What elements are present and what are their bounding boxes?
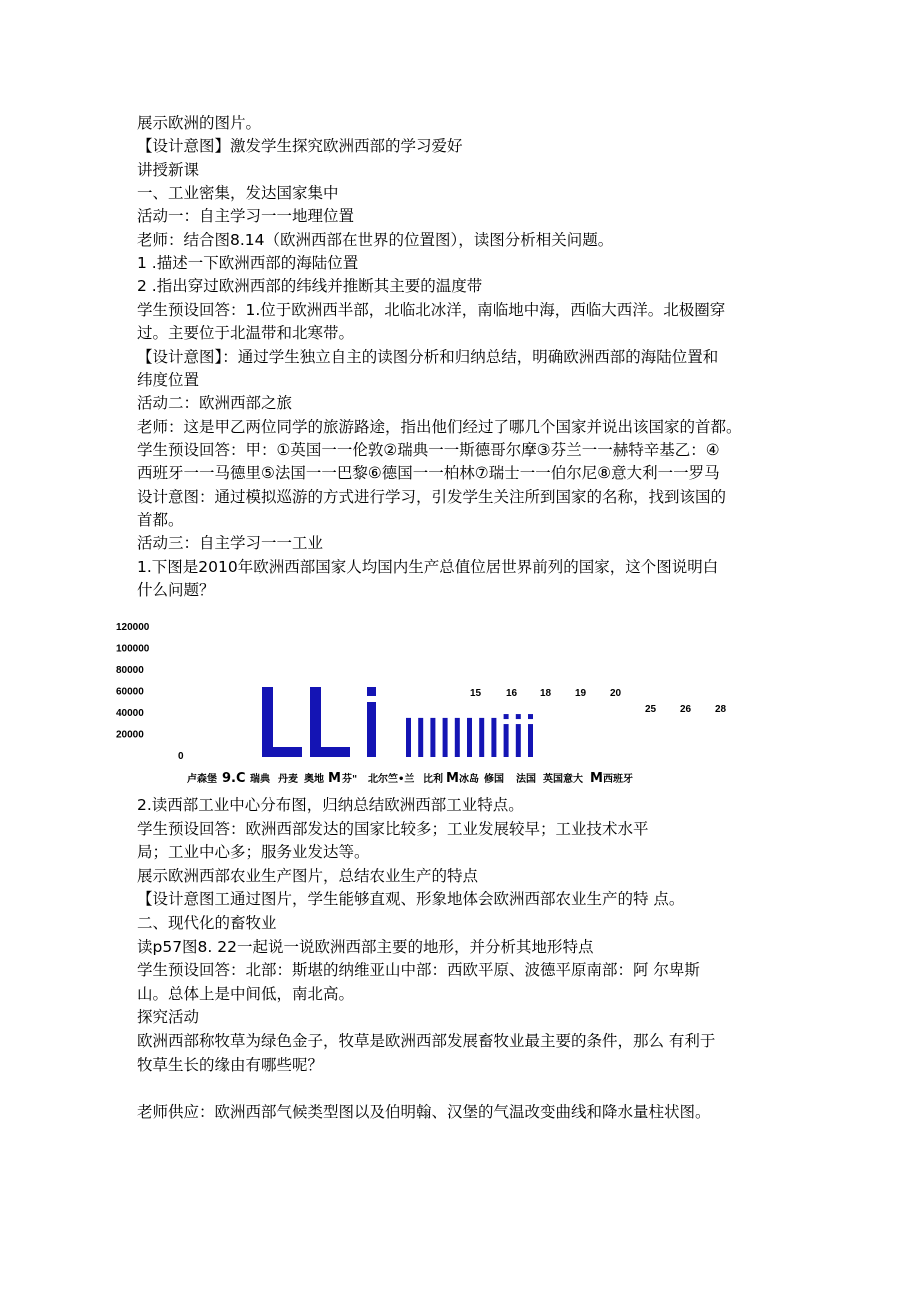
x-axis-label: 冰岛 xyxy=(459,774,479,785)
y-tick-label: 40000 xyxy=(116,708,144,719)
text-line: 【设计意图】：通过学生独立自主的读图分析和归纳总结，明确欧洲西部的海陆位置和 xyxy=(137,347,719,366)
rank-label: 26 xyxy=(680,704,692,715)
x-axis-label: 法国 xyxy=(516,774,536,785)
text-line: 2.读西部工业中心分布图，归纳总结欧洲西部工业特点。 xyxy=(137,796,524,814)
text-line: 欧洲西部称牧草为绿色金子，牧草是欧洲西部发展畜牧业最主要的条件，那么 有利于 xyxy=(137,1032,716,1050)
text-line: 读p57图8. 22一起说一说欧洲西部主要的地形，并分析其地形特点 xyxy=(137,937,594,956)
small-bar xyxy=(491,718,496,757)
y-tick-label: 120000 xyxy=(116,622,150,633)
x-axis-label: 西班牙 xyxy=(603,774,633,785)
small-bar xyxy=(504,724,509,757)
text-line: 设计意图：通过模拟巡游的方式进行学习，引发学生关注所到国家的名称，找到该国的 xyxy=(137,487,727,506)
text-line: 展示欧洲的图片。 xyxy=(137,114,262,132)
text-line: 【设计意图工通过图片，学生能够直观、形象地体会欧洲西部农业生产的特 点。 xyxy=(137,890,685,909)
x-axis-label: 比利 xyxy=(423,774,443,785)
small-bar xyxy=(455,718,460,757)
text-line: 二、现代化的畜牧业 xyxy=(137,914,277,932)
x-axis-label: 卢森堡 xyxy=(187,774,217,785)
rank-label: 25 xyxy=(645,704,657,715)
text-line: 讲授新课 xyxy=(137,160,200,179)
x-axis-label: 北尔竺•兰 xyxy=(368,774,415,785)
text-line: 展示欧洲西部农业生产图片，总结农业生产的特点 xyxy=(137,866,479,885)
text-line: 学生预设回答：1.位于欧洲西半部，北临北冰洋，南临地中海，西临大西洋。北极圈穿 xyxy=(137,300,726,319)
small-bar xyxy=(479,718,484,757)
small-bar xyxy=(516,724,521,757)
small-bar xyxy=(406,718,411,757)
x-axis-label: 9.C xyxy=(222,771,246,786)
small-bar xyxy=(430,718,435,757)
x-axis-label: 丹麦 xyxy=(278,774,298,785)
y-tick-label: 60000 xyxy=(116,686,144,698)
small-bar xyxy=(418,718,423,757)
text-line: 纬度位置 xyxy=(137,370,200,389)
small-bar-dot xyxy=(528,714,533,719)
chart-svg xyxy=(110,612,810,792)
bar-glyph-i-dot xyxy=(367,687,376,696)
rank-label: 15 xyxy=(470,688,482,699)
text-line: 老师供应：欧洲西部气候类型图以及伯明翰、汉堡的气温改变曲线和降水量柱状图。 xyxy=(137,1102,711,1121)
text-line: 什么问题？ xyxy=(137,581,215,599)
text-line: 山。总体上是中间低，南北高。 xyxy=(137,984,355,1003)
bar-glyph-L1-foot xyxy=(262,747,302,757)
text-line: 老师：这是甲乙两位同学的旅游路途，指出他们经过了哪几个国家并说出该国家的首都。 xyxy=(137,417,742,436)
gdp-bar-chart xyxy=(110,612,810,792)
text-line: 首都。 xyxy=(137,510,184,529)
text-line: 1.下图是2010年欧洲西部国家人均国内生产总值位居世界前列的国家，这个图说明白 xyxy=(137,557,719,576)
y-tick-label: 0 xyxy=(178,751,184,762)
x-axis-label: 修国 xyxy=(484,774,504,785)
x-axis-label: M xyxy=(446,771,459,786)
rank-label: 20 xyxy=(610,688,622,699)
rank-label: 28 xyxy=(715,704,727,715)
rank-label: 18 xyxy=(540,688,552,699)
small-bar-dot xyxy=(504,714,509,719)
text-line: 学生预设回答：甲：①英国一一伦敦②瑞典一一斯德哥尔摩③芬兰一一赫特辛基乙：④ xyxy=(137,440,720,459)
x-axis-label: 瑞典 xyxy=(250,774,270,785)
small-bar xyxy=(467,718,472,757)
bar-glyph-i-stem xyxy=(367,702,376,757)
text-line: 学生预设回答：欧洲西部发达的国家比较多；工业发展较早；工业技术水平 xyxy=(137,819,649,838)
x-axis-label: M xyxy=(590,771,603,786)
bar-glyph-L2-foot xyxy=(310,747,350,757)
text-line: 学生预设回答：北部：斯堪的纳维亚山中部：西欧平原、波德平原南部：阿 尔卑斯 xyxy=(137,961,700,980)
text-line: 局；工业中心多；服务业发达等。 xyxy=(137,843,370,862)
text-line: 1 .描述一下欧洲西部的海陆位置 xyxy=(137,254,359,273)
small-bar-dot xyxy=(516,714,521,719)
text-line: 活动三：自主学习一一工业 xyxy=(137,534,324,553)
y-tick-label: 100000 xyxy=(116,643,150,655)
text-line: 【设计意图】激发学生探究欧洲西部的学习爱好 xyxy=(137,137,463,156)
small-bar xyxy=(528,724,533,757)
text-line: 牧草生长的缘由有哪些呢？ xyxy=(137,1055,324,1074)
rank-label: 16 xyxy=(506,688,518,699)
rank-label: 19 xyxy=(575,688,587,699)
text-line: 西班牙一一马德里⑤法国一一巴黎⑥德国一一柏林⑦瑞士一一伯尔尼⑧意大利一一罗马 xyxy=(137,464,720,483)
bar-glyph-L2-stem xyxy=(310,687,321,757)
text-line: 活动二：欧洲西部之旅 xyxy=(137,394,293,413)
x-axis-label: 英国意大 xyxy=(543,774,583,785)
text-line: 探究活动 xyxy=(137,1008,200,1027)
y-tick-label: 20000 xyxy=(116,729,144,741)
text-line: 老师：结合图8.14（欧洲西部在世界的位置图），读图分析相关问题。 xyxy=(137,230,614,249)
small-bar xyxy=(443,718,448,757)
text-line: 2 .指出穿过欧洲西部的纬线并推断其主要的温度带 xyxy=(137,277,483,296)
text-line: 过。主要位于北温带和北寒带。 xyxy=(137,324,355,343)
x-axis-label: 奥地 xyxy=(304,774,324,785)
text-line: 活动一：自主学习一一地理位置 xyxy=(137,207,355,226)
x-axis-label: M xyxy=(328,771,341,786)
bar-glyph-L1-stem xyxy=(262,687,273,757)
text-line: 一、工业密集，发达国家集中 xyxy=(137,184,339,203)
x-axis-label: 芬" xyxy=(342,774,358,785)
y-tick-label: 80000 xyxy=(116,665,144,676)
